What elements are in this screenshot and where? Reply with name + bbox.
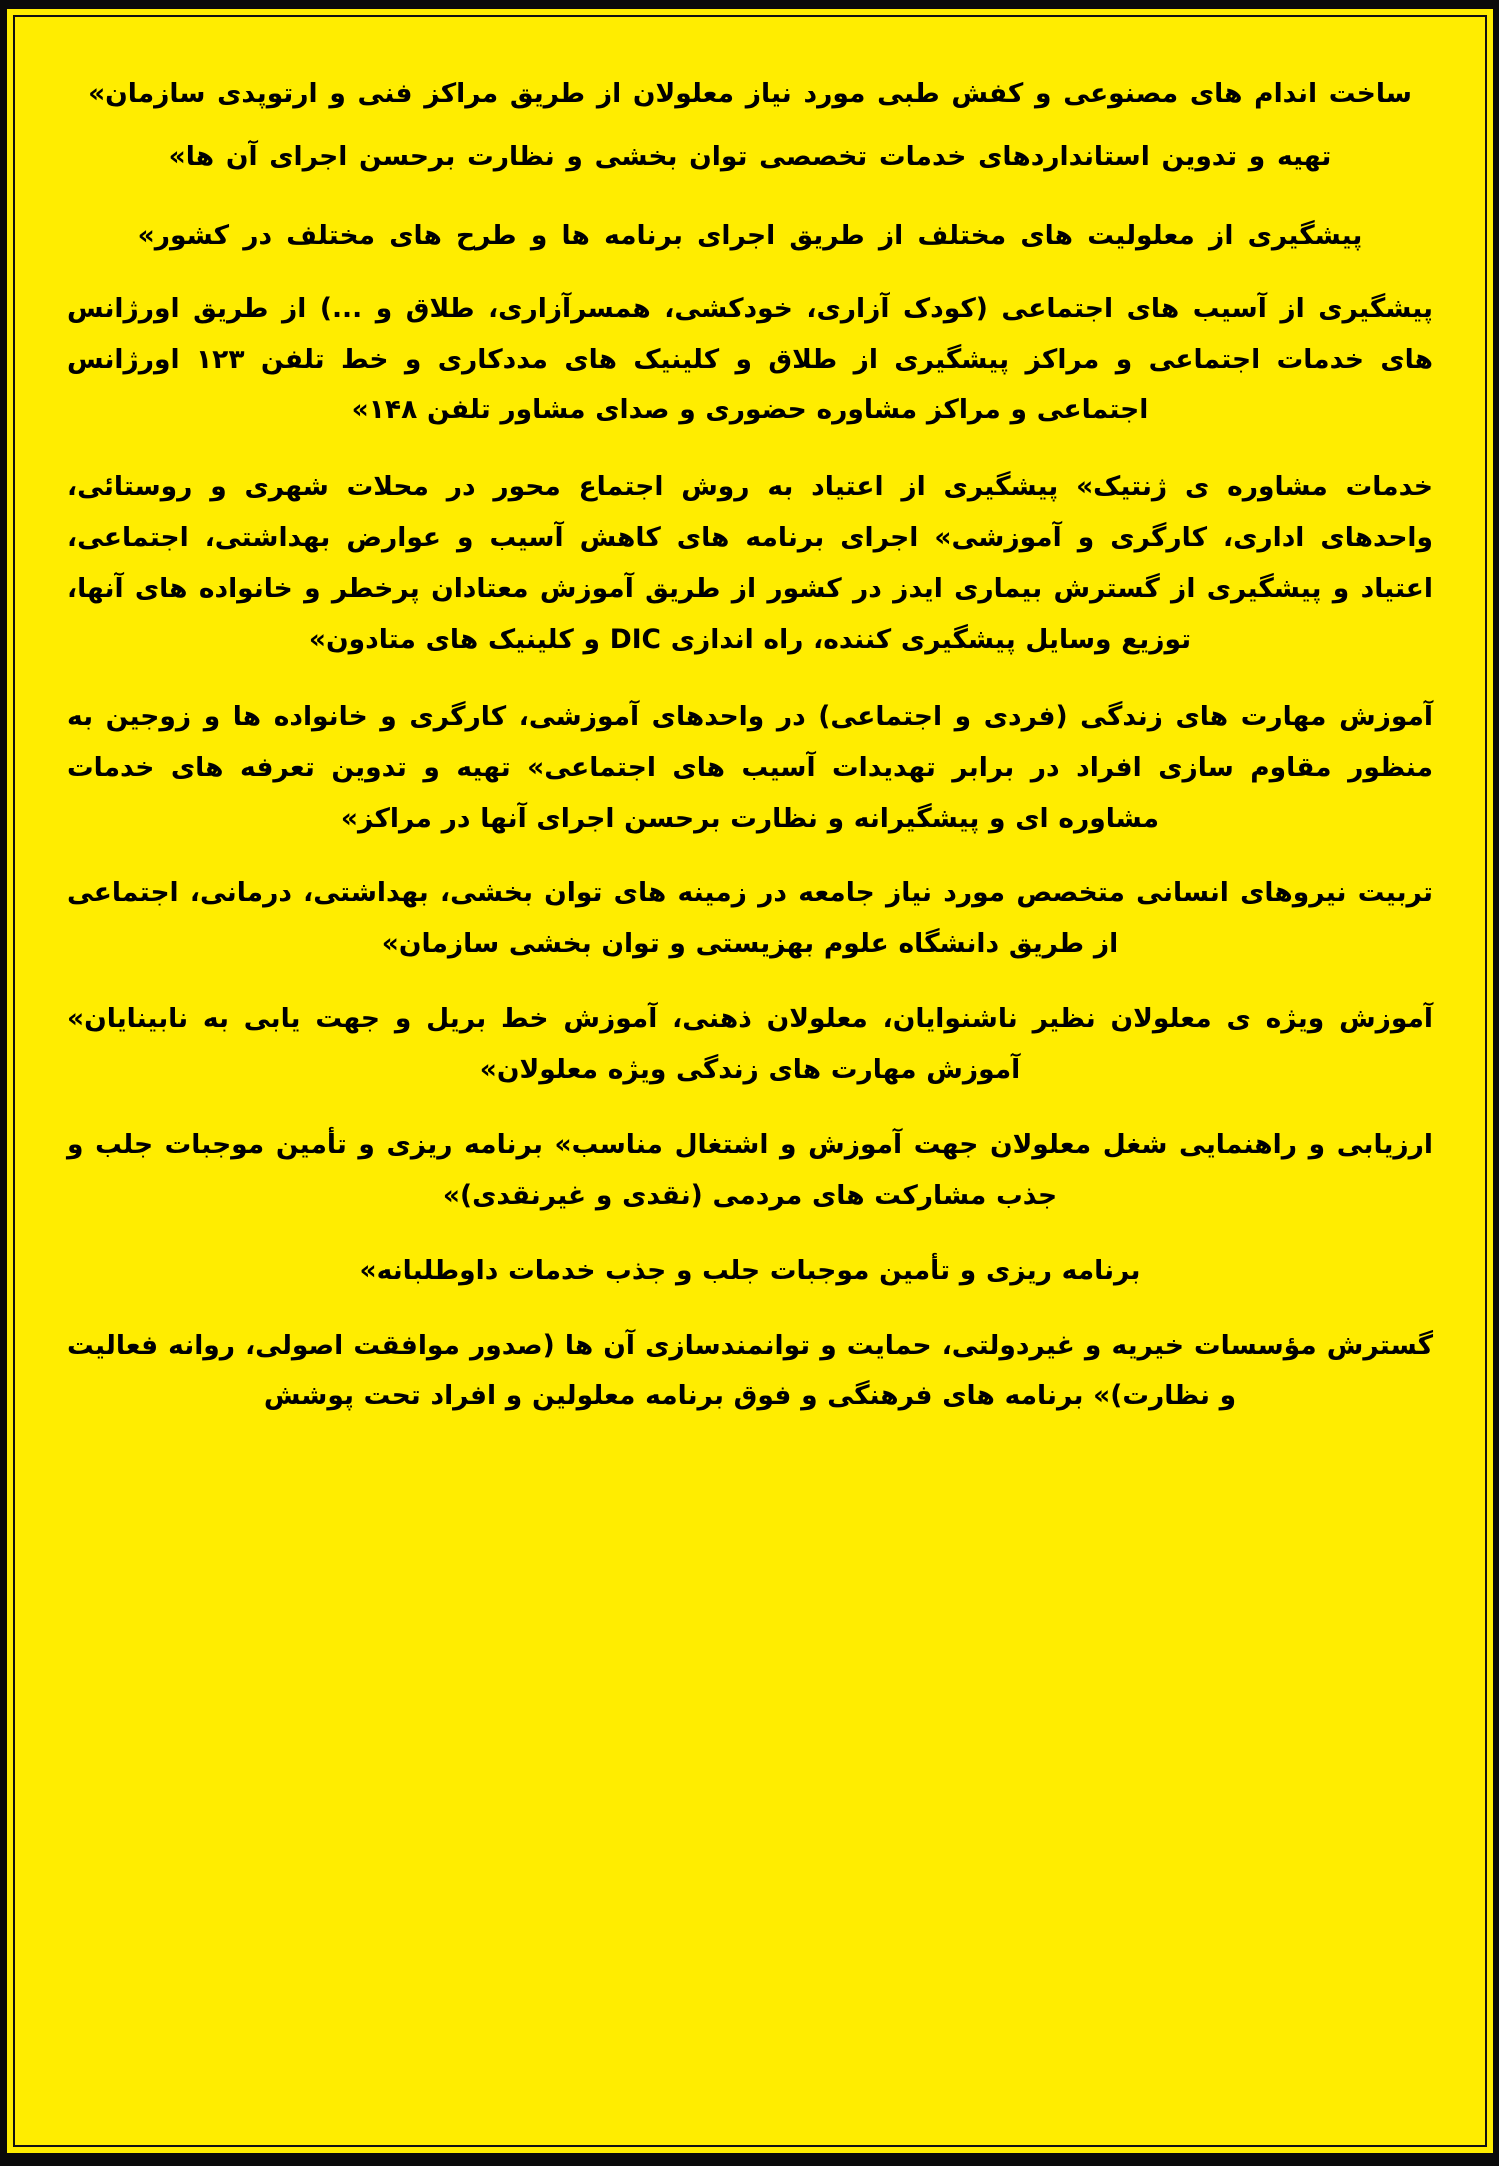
paragraph-social-harm-prevention: پیشگیری از آسیب های اجتماعی (کودک آزاری، خودکشی، همسرآزاری، طلاق و ...) از طریق اورژانس های خدمات اجتماعی و مراکز پیشگیری از طلاق و کلینیک های مددکاری و خط تلفن ۱۲۳ اورژانس اجتماعی و مراکز مشاوره حضوری و صدای مشاور تلفن ۱۴۸» bbox=[67, 292, 1433, 426]
document-content bbox=[15, 17, 1485, 2145]
paragraph-rehabilitation-standards: تهیه و تدوین استانداردهای خدمات تخصصی توان بخشی و نظارت برحسن اجرای آن ها» bbox=[168, 140, 1332, 172]
paragraph-genetic-counseling-addiction: خدمات مشاوره ی ژنتیک» پیشگیری از اعتیاد به روش اجتماع محور در محلات شهری و روستائی، واحدهای اداری، کارگری و آموزشی» اجرای برنامه های کاهش آسیب و عوارض بهداشتی، اجتماعی، اعتیاد و پیشگیری از گسترش بیماری ایدز در کشور از طریق آموزش معتادان پرخطر و خانواده های آنها، توزیع وسایل پیشگیری کننده، راه اندازی DIC و کلینیک های متادون» bbox=[67, 471, 1433, 655]
paragraph-vocational-guidance: ارزیابی و راهنمایی شغل معلولان جهت آموزش و اشتغال مناسب» برنامه ریزی و تأمین موجبات جلب و جذب مشارکت های مردمی (نقدی و غیرنقدی)» bbox=[67, 1128, 1433, 1211]
paragraph-specialist-training: تربیت نیروهای انسانی متخصص مورد نیاز جامعه در زمینه های توان بخشی، بهداشتی، درمانی، اجتماعی از طریق دانشگاه علوم بهزیستی و توان بخشی سازمان» bbox=[67, 877, 1433, 960]
paragraph-disability-prevention: پیشگیری از معلولیت های مختلف از طریق اجرای برنامه ها و طرح های مختلف در کشور» bbox=[137, 219, 1363, 251]
paragraph-prosthetics-orthopedics: ساخت اندام های مصنوعی و کفش طبی مورد نیاز معلولان از طریق مراکز فنی و ارتوپدی سازمان» bbox=[88, 78, 1412, 109]
paragraph-life-skills-training: آموزش مهارت های زندگی (فردی و اجتماعی) در واحدهای آموزشی، کارگری و خانواده ها و زوجین به منظور مقاوم سازی افراد در برابر تهدیدات آسیب های اجتماعی» تهیه و تدوین تعرفه های خدمات مشاوره ای و پیشگیرانه و نظارت برحسن اجرای آنها در مراکز» bbox=[67, 700, 1433, 834]
paragraph-charity-institutions: گسترش مؤسسات خیریه و غیردولتی، حمایت و توانمندسازی آن ها (صدور موافقت اصولی، روانه فعالیت و نظارت)» برنامه های فرهنگی و فوق برنامه معلولین و افراد تحت پوشش bbox=[67, 1329, 1433, 1412]
page-inner-border bbox=[13, 15, 1487, 2147]
paragraph-volunteer-services: برنامه ریزی و تأمین موجبات جلب و جذب خدمات داوطلبانه» bbox=[359, 1254, 1141, 1286]
paragraph-special-education: آموزش ویژه ی معلولان نظیر ناشنوایان، معلولان ذهنی، آموزش خط بریل و جهت یابی به نابینایان» آموزش مهارت های زندگی ویژه معلولان» bbox=[67, 1003, 1433, 1085]
